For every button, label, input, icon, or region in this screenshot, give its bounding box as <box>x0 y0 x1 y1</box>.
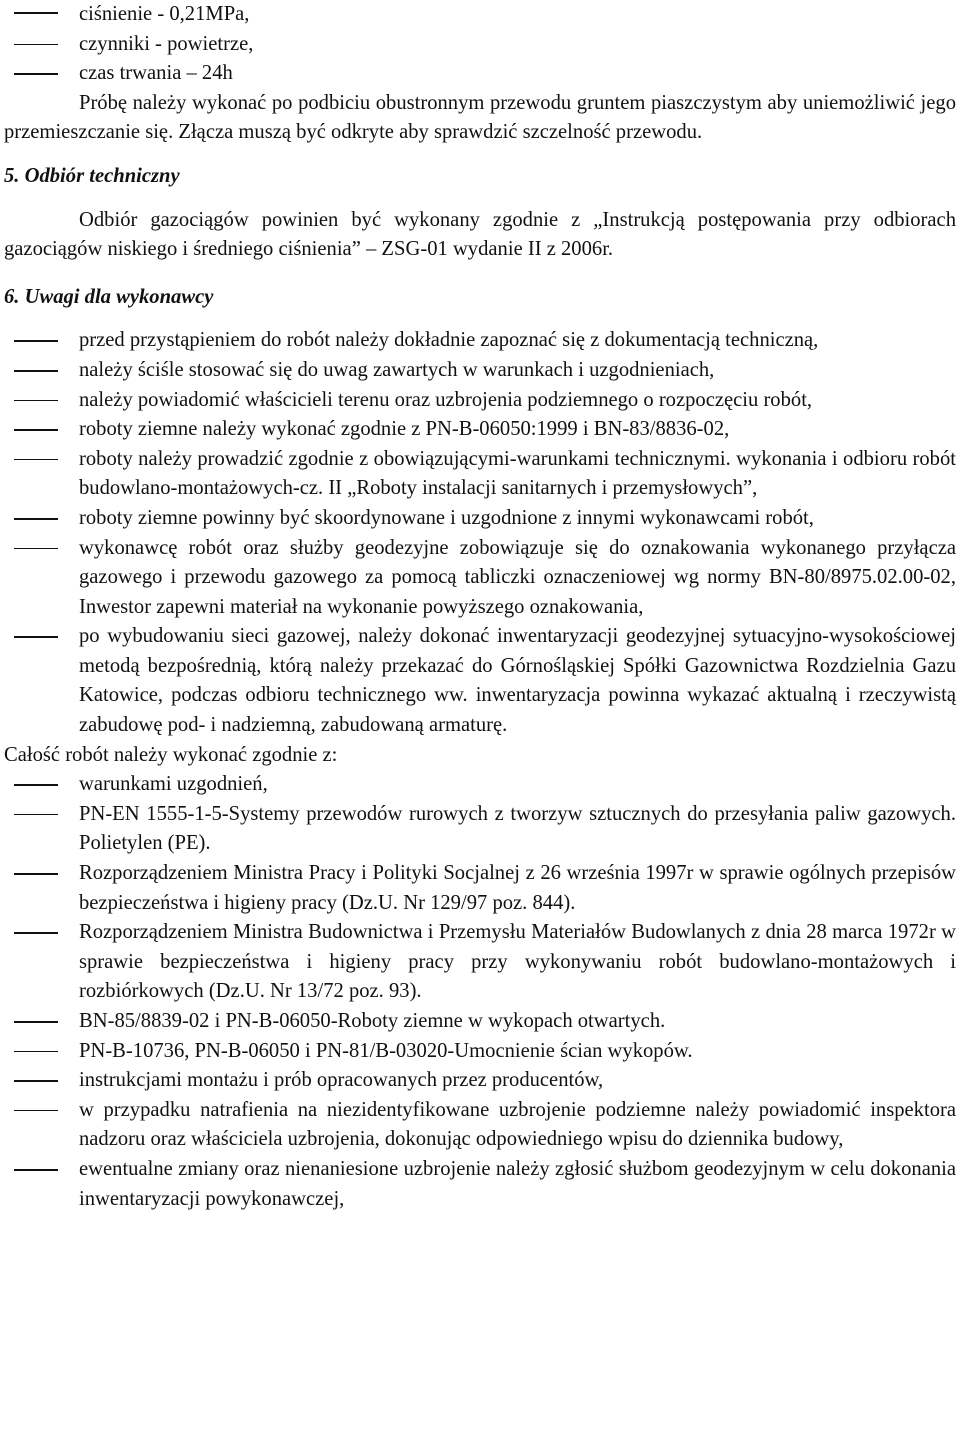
list-item: ewentualne zmiany oraz nienaniesione uzbrojenie należy zgłosić służbom geodezyjnym w celu dokonania inwentaryzacji powykonawczej, <box>4 1155 956 1214</box>
list-item: roboty ziemne powinny być skoordynowane i uzgodnione z innymi wykonawcami robót, <box>4 504 956 534</box>
list-item: PN-EN 1555-1-5-Systemy przewodów rurowych z tworzyw sztucznych do przesyłania paliw gazowych. Polietylen (PE). <box>4 800 956 859</box>
list-item: BN-85/8839-02 i PN-B-06050-Roboty ziemne w wykopach otwartych. <box>4 1007 956 1037</box>
list-item: należy powiadomić właścicieli terenu oraz uzbrojenia podziemnego o rozpoczęciu robót, <box>4 386 956 416</box>
list-item: czas trwania – 24h <box>4 59 956 89</box>
list-item: w przypadku natrafienia na niezidentyfikowane uzbrojenie podziemne należy powiadomić inspektora nadzoru oraz właściciela uzbrojenia, dokonując odpowiedniego wpisu do dziennika budowy, <box>4 1096 956 1155</box>
test-parameters-list <box>4 0 956 89</box>
section-6-title: 6. Uwagi dla wykonawcy <box>4 285 214 308</box>
list-item: roboty ziemne należy wykonać zgodnie z PN-B-06050:1999 i BN-83/8836-02, <box>4 415 956 445</box>
compliance-list <box>4 770 956 1214</box>
compliance-intro: Całość robót należy wykonać zgodnie z: <box>4 743 338 766</box>
list-item: przed przystąpieniem do robót należy dokładnie zapoznać się z dokumentacją techniczną, <box>4 326 956 356</box>
test-paragraph: Próbę należy wykonać po podbiciu obustronnym przewodu gruntem piaszczystym aby uniemożliwić jego przemieszczanie się. Złącza muszą być odkryte aby sprawdzić szczelność przewodu. <box>4 91 956 144</box>
section-5-text: Odbiór gazociągów powinien być wykonany zgodnie z „Instrukcją postępowania przy odbiorach gazociągów niskiego i średniego ciśnienia” – ZSG-01 wydanie II z 2006r. <box>4 208 956 261</box>
list-item: PN-B-10736, PN-B-06050 i PN-81/B-03020-Umocnienie ścian wykopów. <box>4 1037 956 1067</box>
list-item: instrukcjami montażu i prób opracowanych przez producentów, <box>4 1066 956 1096</box>
list-item: czynniki - powietrze, <box>4 30 956 60</box>
list-item: roboty należy prowadzić zgodnie z obowiązującymi-warunkami technicznymi. wykonania i odbioru robót budowlano-montażowych-cz. II „Roboty instalacji sanitarnych i przemysłowych”, <box>4 445 956 504</box>
list-item: wykonawcę robót oraz służby geodezyjne zobowiązuje się do oznakowania wykonanego przyłącza gazowego i przewodu gazowego za pomocą tabliczki oznaczeniowej wg normy BN-80/8975.02.00-02, Inwestor zapewni materiał na wykonanie powyższego oznakowania, <box>4 534 956 623</box>
list-item: Rozporządzeniem Ministra Budownictwa i Przemysłu Materiałów Budowlanych z dnia 28 marca 1972r w sprawie bezpieczeństwa i higieny pracy przy wykonywaniu robót budowlano-montażowych i rozbiórkowych (Dz.U. Nr 13/72 poz. 93). <box>4 918 956 1007</box>
list-item: Rozporządzeniem Ministra Pracy i Polityki Socjalnej z 26 września 1997r w sprawie ogólnych przepisów bezpieczeństwa i higieny pracy (Dz.U. Nr 129/97 poz. 844). <box>4 859 956 918</box>
list-item: po wybudowaniu sieci gazowej, należy dokonać inwentaryzacji geodezyjnej sytuacyjno-wysokościowej metodą bezpośrednią, którą należy przekazać do Górnośląskiej Spółki Gazownictwa Rozdzielnia Gazu Katowice, podczas odbioru technicznego ww. inwentaryzacja powinna wykazać aktualną i rzeczywistą zabudowę pod- i nadziemną, zabudowaną armaturę. <box>4 622 956 740</box>
list-item: należy ściśle stosować się do uwag zawartych w warunkach i uzgodnieniach, <box>4 356 956 386</box>
section-5-title: 5. Odbiór techniczny <box>4 164 180 187</box>
list-item: warunkami uzgodnień, <box>4 770 956 800</box>
contractor-notes-list <box>4 326 956 740</box>
list-item: ciśnienie - 0,21MPa, <box>4 0 956 30</box>
